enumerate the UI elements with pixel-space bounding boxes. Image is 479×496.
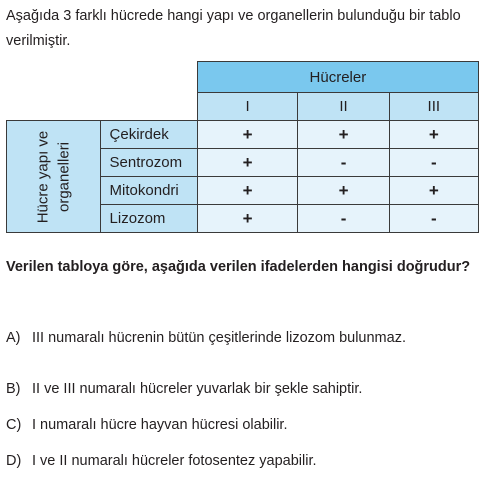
table-cell: + — [389, 177, 478, 205]
row-group-label-line1: Hücre yapı ve — [34, 130, 52, 223]
option-letter: D) — [6, 453, 22, 469]
row-label: Lizozom — [100, 205, 197, 233]
option-letter: A) — [6, 330, 21, 346]
intro-text: Aşağıda 3 farklı hücrede hangi yapı ve organellerin bulunduğu bir tablo verilmiştir. — [6, 8, 461, 49]
option-text: I numaralı hücre hayvan hücresi olabilir. — [32, 417, 288, 433]
column-header: I — [197, 93, 298, 121]
question-text: Verilen tabloya göre, aşağıda verilen ifadelerden hangisi doğrudur? — [6, 259, 471, 275]
table-row — [7, 121, 479, 149]
row-label: Çekirdek — [100, 121, 197, 149]
table-cell: + — [298, 121, 389, 149]
column-header: II — [298, 93, 389, 121]
column-header: III — [389, 93, 478, 121]
option-text: III numaralı hücrenin bütün çeşitlerinde lizozom bulunmaz. — [32, 330, 406, 346]
option-text: II ve III numaralı hücreler yuvarlak bir şekle sahiptir. — [32, 381, 363, 397]
table-cell: + — [197, 149, 298, 177]
row-group-label-line2: organelleri — [55, 141, 73, 212]
option-text: I ve II numaralı hücreler fotosentez yapabilir. — [32, 453, 317, 469]
table-cell: - — [389, 205, 478, 233]
table-cell: + — [298, 177, 389, 205]
group-header: Hücreler — [197, 62, 478, 93]
table-cell: + — [389, 121, 478, 149]
table-cell: - — [298, 149, 389, 177]
table-cell: + — [197, 205, 298, 233]
table-cell: - — [389, 149, 478, 177]
option-c[interactable] — [6, 414, 472, 436]
row-label: Mitokondri — [100, 177, 197, 205]
table-cell: + — [197, 121, 298, 149]
row-label: Sentrozom — [100, 149, 197, 177]
option-letter: C) — [6, 417, 22, 433]
table-cell: - — [298, 205, 389, 233]
option-a[interactable] — [6, 327, 472, 349]
option-letter: B) — [6, 381, 21, 397]
table-corner — [7, 62, 198, 93]
table-corner-2 — [7, 93, 198, 121]
option-b[interactable] — [6, 378, 472, 400]
cell-organelle-table — [6, 61, 479, 233]
row-group-label — [7, 121, 101, 233]
option-d[interactable] — [6, 450, 472, 472]
table-cell: + — [197, 177, 298, 205]
